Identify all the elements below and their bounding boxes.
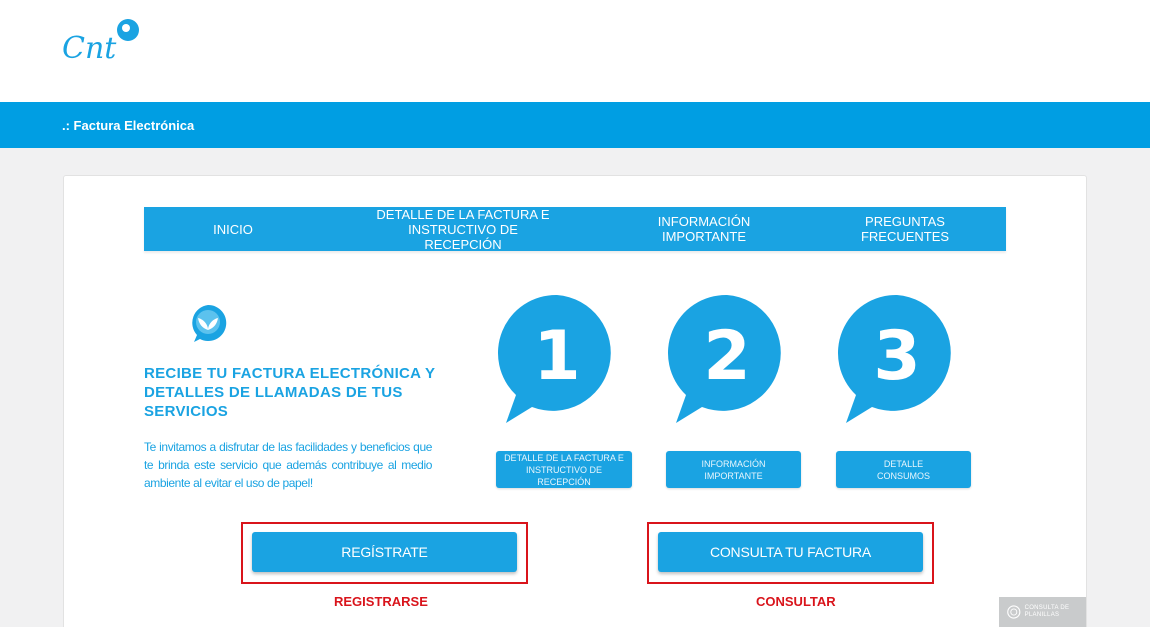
step-2-bubble	[664, 291, 790, 431]
consulta-planillas-icon	[1007, 603, 1021, 621]
consulta-planillas-badge[interactable]	[999, 597, 1086, 627]
step-1-button[interactable]: DETALLE DE LA FACTURA E INSTRUCTIVO DE RECEPCIÓN	[496, 451, 632, 488]
badge-text: CONSULTA DE PLANILLAS	[1024, 605, 1070, 618]
menu-item-detalle-factura[interactable]: DETALLE DE LA FACTURA E INSTRUCTIVO DE RECEPCIÓN	[376, 206, 550, 252]
logo-text: Cnt	[62, 31, 117, 66]
title-bar	[0, 102, 1150, 148]
step-3-button[interactable]: DETALLE CONSUMOS	[836, 451, 971, 488]
menu-item-informacion[interactable]: INFORMACIÓN IMPORTANTE	[657, 214, 751, 244]
main-card	[63, 175, 1087, 627]
step-2-button[interactable]: INFORMACIÓN IMPORTANTE	[666, 451, 801, 488]
breadcrumb: .: Factura Electrónica	[62, 118, 195, 133]
intro-description: Te invitamos a disfrutar de las facilidades y beneficios que te brinda este servicio que además contribuye al medio ambiente al evitar el uso de papel!	[144, 440, 432, 490]
step-1-bubble	[494, 291, 620, 431]
intro-headline: RECIBE TU FACTURA ELECTRÓNICA Y DETALLES DE LLAMADAS DE TUS SERVICIOS	[144, 365, 435, 420]
consult-invoice-button[interactable]: CONSULTA TU FACTURA	[658, 532, 923, 572]
register-button[interactable]: REGÍSTRATE	[252, 532, 517, 572]
menu-item-preguntas[interactable]: PREGUNTAS FRECUENTES	[860, 214, 950, 244]
menu-item-inicio[interactable]: INICIO	[213, 221, 253, 237]
cnt-logo[interactable]	[60, 14, 150, 70]
main-menu	[144, 207, 1006, 251]
register-annotation: REGISTRARSE	[334, 594, 428, 609]
step-3-number: 3	[873, 317, 921, 396]
consult-annotation: CONSULTAR	[756, 594, 836, 609]
header	[0, 0, 1150, 102]
step-2-number: 2	[703, 317, 751, 396]
leaf-bubble-icon	[188, 303, 228, 343]
step-3-bubble	[834, 291, 960, 431]
step-1-number: 1	[533, 317, 581, 396]
